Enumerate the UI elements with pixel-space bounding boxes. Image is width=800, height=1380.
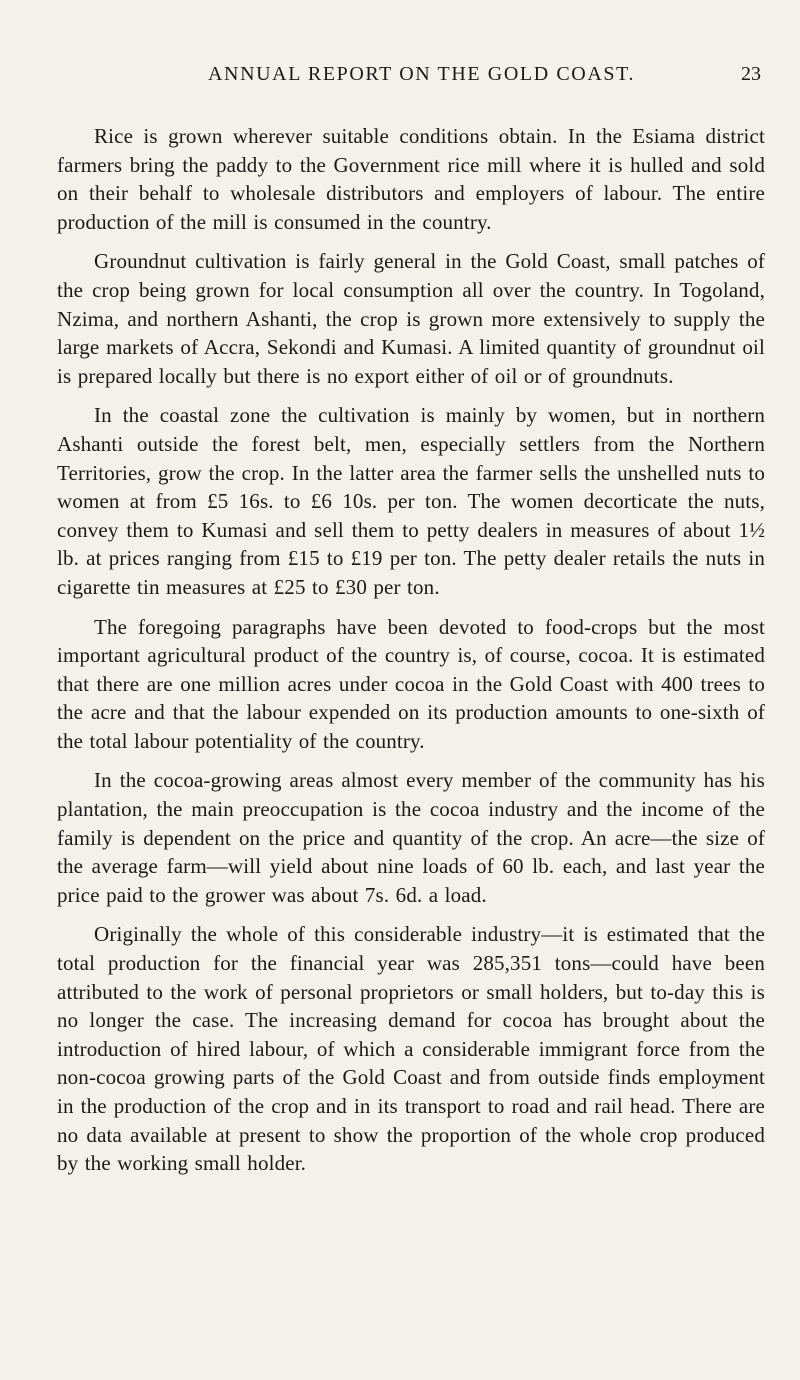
- body-text: [57, 122, 765, 1189]
- paragraph-groundnut-cultivation: Groundnut cultivation is fairly general in the Gold Coast, small patches of the crop being grown for local consumption all over the country. In Togoland, Nzima, and northern Ashanti, the crop is grown more extensively to supply the large markets of Accra, Sekondi and Kumasi. A limited quantity of groundnut oil is prepared locally but there is no export either of oil or of groundnuts.: [57, 249, 765, 388]
- running-title: ANNUAL REPORT ON THE GOLD COAST.: [208, 63, 636, 85]
- page-number: 23: [741, 63, 761, 85]
- paragraph-cocoa-areas: In the cocoa-growing areas almost every member of the community has his plantation, the main preoccupation is the cocoa industry and the income of the family is dependent on the price and quantity of the crop. An acre—the size of the average farm—will yield about nine loads of 60 lb. each, and last year the price paid to the grower was about 7s. 6d. a load.: [57, 768, 765, 907]
- paragraph-rice: Rice is grown wherever suitable conditions obtain. In the Esiama district farmers bring the paddy to the Government rice mill where it is hulled and sold on their behalf to wholesale distributors and employers of labour. The entire production of the mill is consumed in the country.: [57, 124, 765, 234]
- running-header: [140, 63, 780, 93]
- paragraph-cocoa-overview: The foregoing paragraphs have been devoted to food-crops but the most important agricultural product of the country is, of course, cocoa. It is estimated that there are one million acres under cocoa in the Gold Coast with 400 trees to the acre and that the labour expended on its production amounts to one-sixth of the total labour potentiality of the country.: [57, 614, 765, 753]
- paragraph-cocoa-labour: Originally the whole of this considerable industry—it is estimated that the total production for the financial year was 285,351 tons—could have been attributed to the work of personal proprietors or small holders, but to-day this is no longer the case. The increasing demand for cocoa has brought about the introduction of hired labour, of which a considerable immigrant force from the non-cocoa growing parts of the Gold Coast and from outside finds employment in the production of the crop and in its transport to road and rail head. There are no data available at present to show the proportion of the whole crop produced by the working small holder.: [57, 922, 765, 1176]
- paragraph-groundnut-trade: In the coastal zone the cultivation is mainly by women, but in northern Ashanti outside the forest belt, men, especially settlers from the Northern Territories, grow the crop. In the latter area the farmer sells the unshelled nuts to women at from £5 16s. to £6 10s. per ton. The women decorticate the nuts, convey them to Kumasi and sell them to petty dealers in measures of about 1½ lb. at prices ranging from £15 to £19 per ton. The petty dealer retails the nuts in cigarette tin measures at £25 to £30 per ton.: [57, 403, 765, 599]
